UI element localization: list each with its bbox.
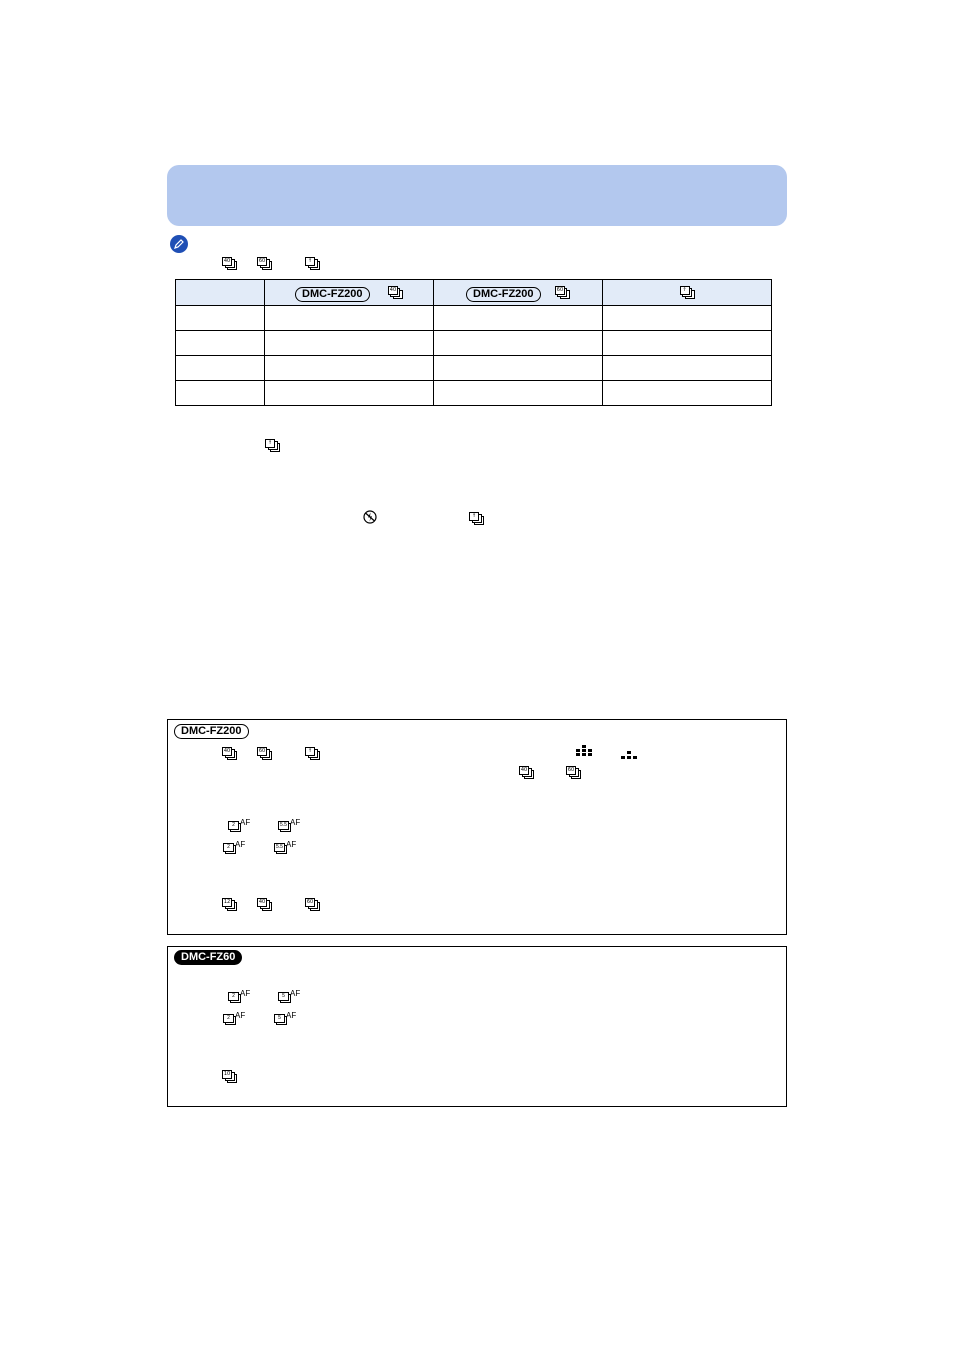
table-cell <box>265 381 434 406</box>
table-cell <box>603 381 772 406</box>
table-header-row <box>176 280 772 306</box>
burst-icon: ↑ <box>680 286 695 299</box>
page-header-bar <box>167 165 787 226</box>
af-burst-icon: 5 AF <box>278 991 300 1004</box>
table-cell <box>603 356 772 381</box>
burst-icon: 60 <box>257 747 272 760</box>
table-cell <box>265 356 434 381</box>
af-burst-icon: 2 AF <box>228 991 250 1004</box>
table-cell <box>434 356 603 381</box>
table-cell <box>176 331 265 356</box>
table-row <box>176 306 772 331</box>
table-cell <box>265 306 434 331</box>
burst-icon: ↑ <box>469 512 484 525</box>
burst-icon: ↑ <box>305 257 320 270</box>
model-badge-fz60: DMC-FZ60 <box>174 950 242 965</box>
quality-standard-icon <box>621 748 638 758</box>
burst-icon: ↑ <box>305 747 320 760</box>
quality-fine-icon <box>576 745 593 758</box>
table-header-cell <box>265 280 434 306</box>
af-burst-icon: 5.5 AF <box>278 820 300 833</box>
model-badge-fz200: DMC-FZ200 <box>174 724 249 739</box>
table-cell <box>434 306 603 331</box>
table-cell <box>603 331 772 356</box>
table-header-cell <box>603 280 772 306</box>
af-burst-icon: 2 AF <box>223 842 245 855</box>
model-badge-fz200: DMC-FZ200 <box>295 287 370 302</box>
model-badge-fz200: DMC-FZ200 <box>466 287 541 302</box>
table-cell <box>176 356 265 381</box>
table-cell <box>434 381 603 406</box>
burst-icon: 40 <box>222 257 237 270</box>
table-row <box>176 381 772 406</box>
table-row <box>176 331 772 356</box>
burst-icon: 60 <box>566 766 581 779</box>
burst-icon: 60 <box>257 257 272 270</box>
table-header-cell <box>434 280 603 306</box>
burst-icon: 40 <box>388 286 403 299</box>
burst-icon: 40 <box>257 898 272 911</box>
burst-icon: 40 <box>222 747 237 760</box>
table-cell <box>176 306 265 331</box>
af-burst-icon: 2 AF <box>223 1013 245 1026</box>
fz60-info-box <box>167 946 787 1107</box>
burst-spec-table <box>175 279 772 406</box>
table-cell <box>603 306 772 331</box>
note-pencil-icon <box>170 235 188 253</box>
flash-off-icon <box>363 510 377 524</box>
burst-icon: 60 <box>305 898 320 911</box>
burst-icon: 12 <box>222 898 237 911</box>
burst-icon: ↑ <box>265 439 280 452</box>
table-header-cell <box>176 280 265 306</box>
burst-icon: 10 <box>222 1070 237 1083</box>
table-cell <box>434 331 603 356</box>
burst-icon: 40 <box>519 766 534 779</box>
burst-icon: 60 <box>555 286 570 299</box>
table-row <box>176 356 772 381</box>
table-cell <box>265 331 434 356</box>
table-cell <box>176 381 265 406</box>
af-burst-icon: 2 AF <box>228 820 250 833</box>
af-burst-icon: 5 AF <box>274 1013 296 1026</box>
af-burst-icon: 5.5 AF <box>274 842 296 855</box>
